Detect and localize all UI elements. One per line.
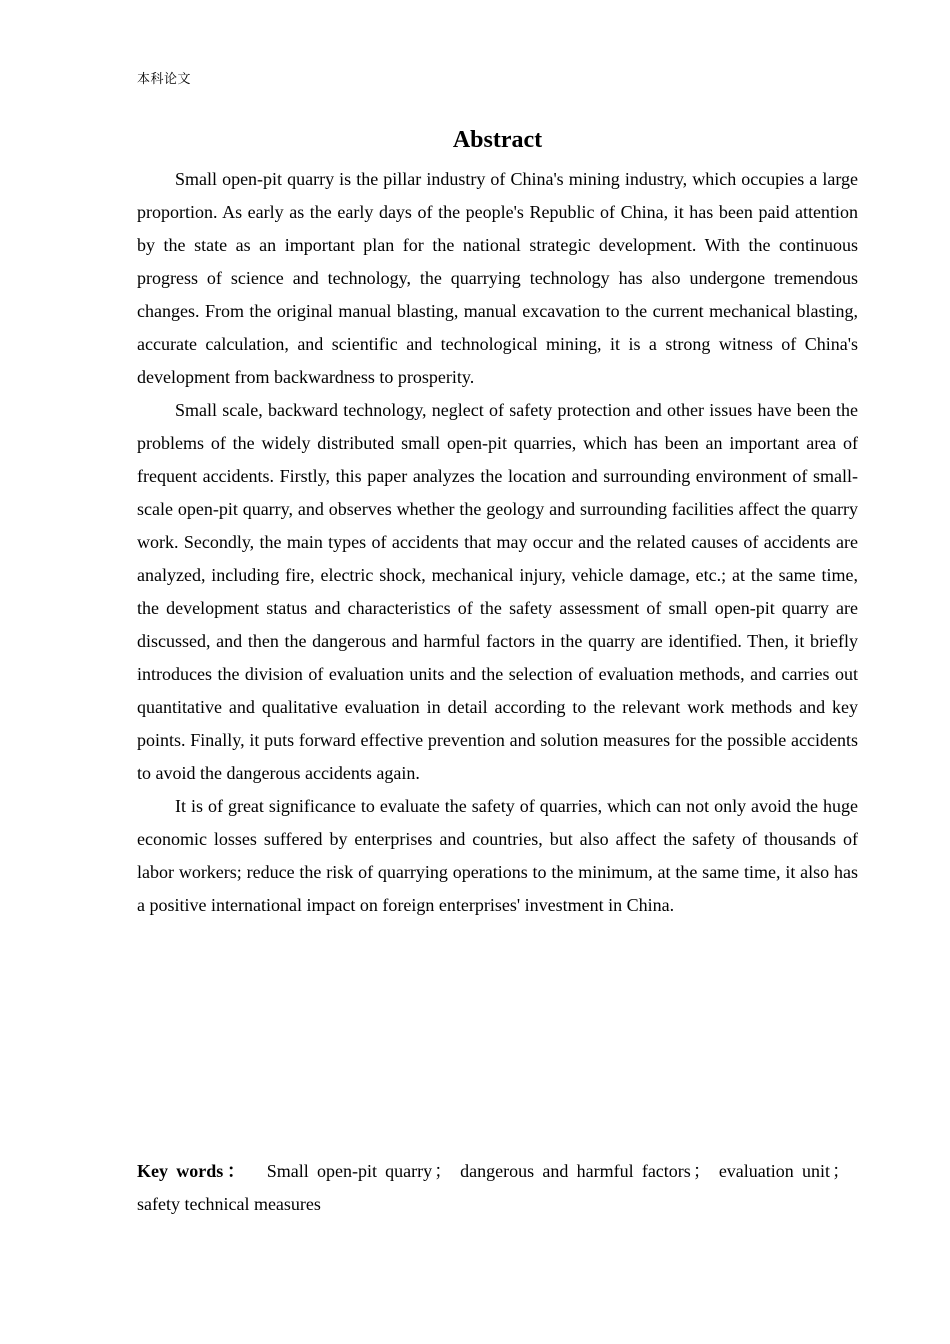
abstract-title: Abstract (452, 127, 543, 153)
abstract-body (137, 163, 858, 922)
keywords-block (137, 1155, 858, 1221)
abstract-paragraph-1: Small open-pit quarry is the pillar industry of China's mining industry, which occupies a large proportion. As early as the early days of the people's Republic of China, it has been paid attention by the state as an important plan for the national strategic development. With the continuous progress of science and technology, the quarrying technology has also undergone tremendous changes. From the original manual blasting, manual excavation to the current mechanical blasting, accurate calculation, and scientific and technological mining, it is a strong witness of China's development from backwardness to prosperity. (137, 169, 858, 387)
keyword-separator: ； (692, 1161, 711, 1181)
keyword-separator: ； (832, 1161, 851, 1181)
abstract-paragraph-2: Small scale, backward technology, neglect of safety protection and other issues have been the problems of the widely distributed small open-pit quarries, which has been an important area of frequent accidents. Firstly, this paper analyzes the location and surrounding environment of small-scale open-pit quarry, and observes whether the geology and surrounding facilities affect the quarry work. Secondly, the main types of accidents that may occur and the related causes of accidents are analyzed, including fire, electric shock, mechanical injury, vehicle damage, etc.; at the same time, the development status and characteristics of the safety assessment of small open-pit quarry are discussed, and then the dangerous and harmful factors in the quarry are identified. Then, it briefly introduces the division of evaluation units and the selection of evaluation methods, and carries out quantitative and qualitative evaluation in detail according to the relevant work methods and key points. Finally, it puts forward effective prevention and solution measures for the possible accidents to avoid the dangerous accidents again. (137, 400, 858, 783)
abstract-paragraph-3: It is of great significance to evaluate the safety of quarries, which can not only avoid the huge economic losses suffered by enterprises and countries, but also affect the safety of thousands of labor workers; reduce the risk of quarrying operations to the minimum, at the same time, it also has a positive international impact on foreign enterprises' investment in China. (137, 796, 858, 915)
keyword-separator: ； (434, 1161, 453, 1181)
page-header: 本科论文 (137, 72, 192, 87)
keyword-item: dangerous and harmful factors (460, 1161, 691, 1181)
keywords-label-colon: ： (223, 1161, 249, 1181)
keyword-item: Small open-pit quarry (266, 1161, 433, 1181)
keywords-label: Key words (137, 1161, 224, 1181)
keyword-item: evaluation unit (718, 1161, 831, 1181)
keyword-item: safety technical measures (137, 1194, 321, 1214)
